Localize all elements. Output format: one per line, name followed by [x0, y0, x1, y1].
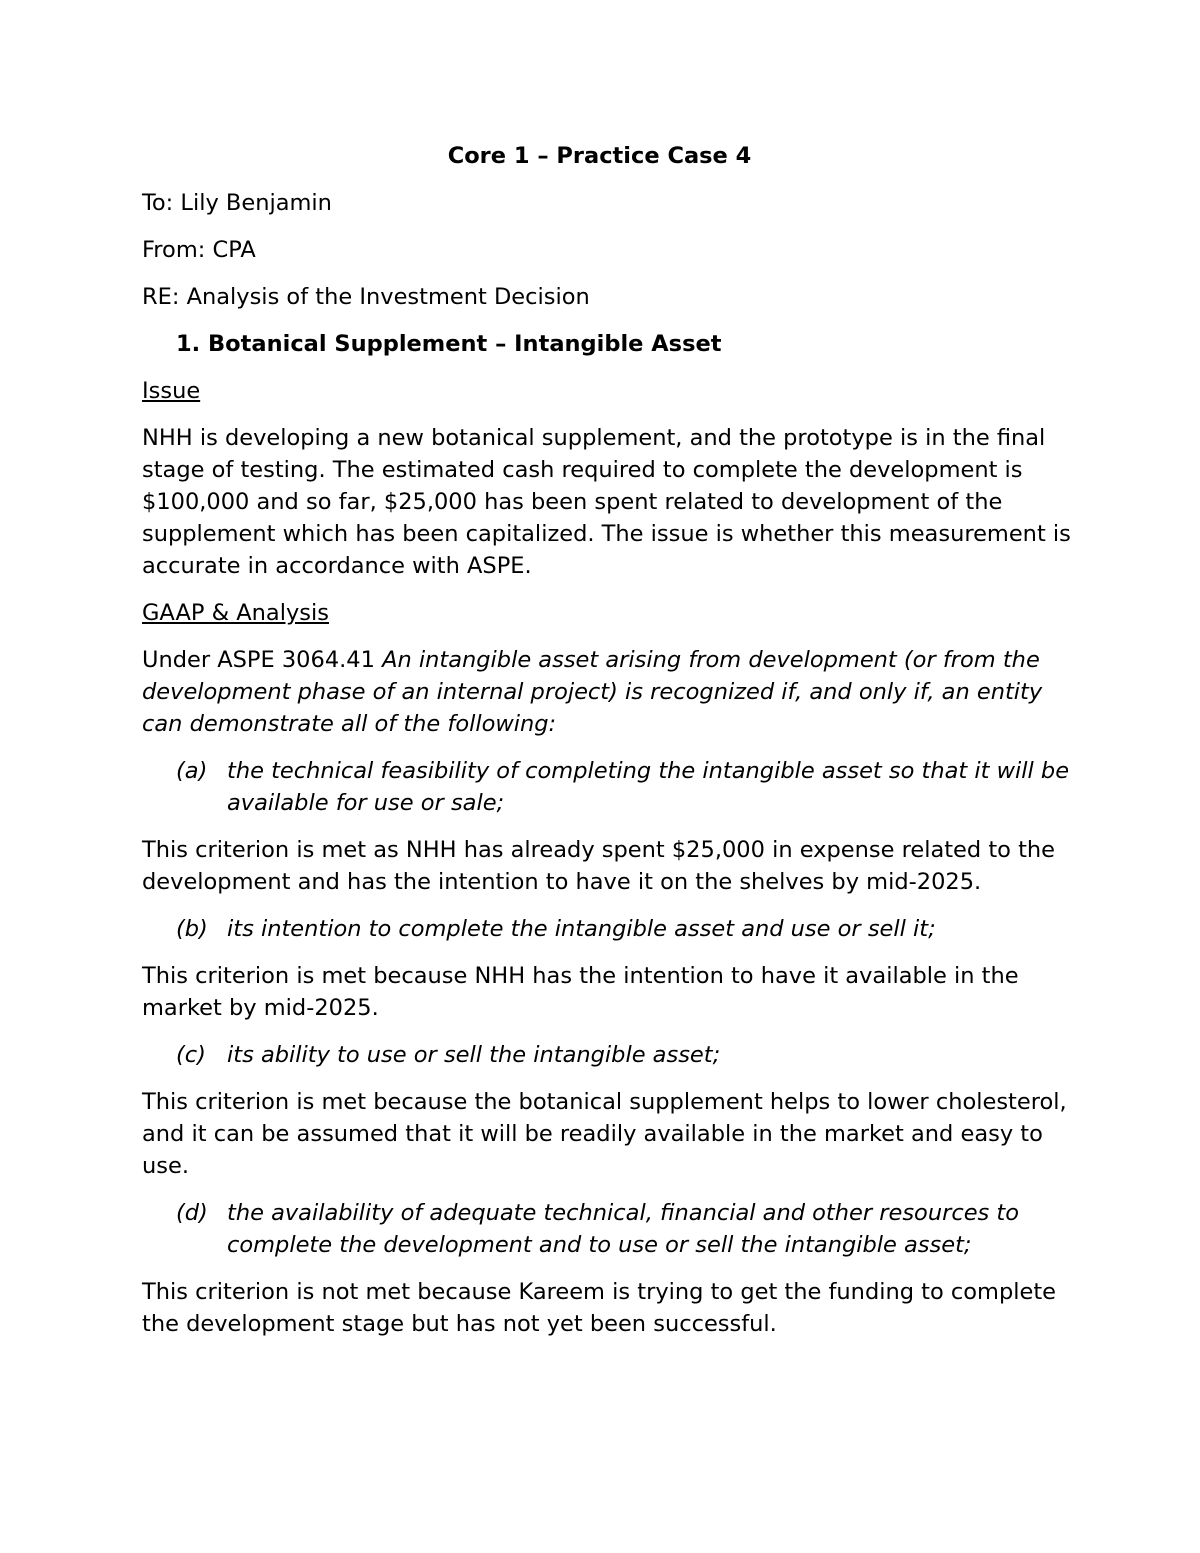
- document-title: Core 1 – Practice Case 4: [447, 143, 752, 169]
- document-page: [142, 140, 1072, 1355]
- gaap-intro-quote: An intangible asset arising from development (or from the development phase of an internal project) is recognized if, and only if, an entity can demonstrate all of the following:: [142, 647, 1043, 737]
- criterion-b: [142, 913, 1072, 945]
- criterion-analysis-c: This criterion is met because the botanical supplement helps to lower cholesterol, and it can be assumed that it will be readily available in the market and easy to use.: [142, 1089, 1067, 1179]
- issue-paragraph: NHH is developing a new botanical supplement, and the prototype is in the final stage of testing. The estimated cash required to complete the development is $100,000 and so far, $25,000 has been spent related to development of the supplement which has been capitalized. The issue is whether this measurement is accurate in accordance with ASPE.: [142, 425, 1071, 579]
- criterion-text: its ability to use or sell the intangible asset;: [227, 1042, 721, 1068]
- gaap-intro-prefix: Under ASPE 3064.41: [142, 647, 383, 673]
- criterion-text: the availability of adequate technical, financial and other resources to complete the development and to use or sell the intangible asset;: [227, 1200, 1020, 1258]
- memo-re: RE: Analysis of the Investment Decision: [142, 284, 590, 310]
- criterion-d: [142, 1197, 1072, 1261]
- criterion-label: (c): [176, 1042, 206, 1068]
- criterion-label: (a): [176, 758, 208, 784]
- criterion-a: [142, 755, 1072, 819]
- criterion-c: [142, 1039, 1072, 1071]
- memo-to: To: Lily Benjamin: [142, 190, 332, 216]
- issue-label: Issue: [142, 378, 201, 404]
- criterion-text: the technical feasibility of completing the intangible asset so that it will be available for use or sale;: [227, 758, 1070, 816]
- criterion-label: (d): [176, 1200, 208, 1226]
- criterion-analysis-d: This criterion is not met because Kareem is trying to get the funding to complete the development stage but has not yet been successful.: [142, 1279, 1057, 1337]
- criterion-analysis-a: This criterion is met as NHH has already spent $25,000 in expense related to the development and has the intention to have it on the shelves by mid-2025.: [142, 837, 1055, 895]
- criterion-text: its intention to complete the intangible asset and use or sell it;: [227, 916, 936, 942]
- section-heading: 1. Botanical Supplement – Intangible Asset: [176, 331, 722, 357]
- criterion-analysis-b: This criterion is met because NHH has the intention to have it available in the market by mid-2025.: [142, 963, 1019, 1021]
- criterion-label: (b): [176, 916, 208, 942]
- memo-from: From: CPA: [142, 237, 256, 263]
- gaap-intro: [142, 644, 1072, 740]
- gaap-label: GAAP & Analysis: [142, 600, 329, 626]
